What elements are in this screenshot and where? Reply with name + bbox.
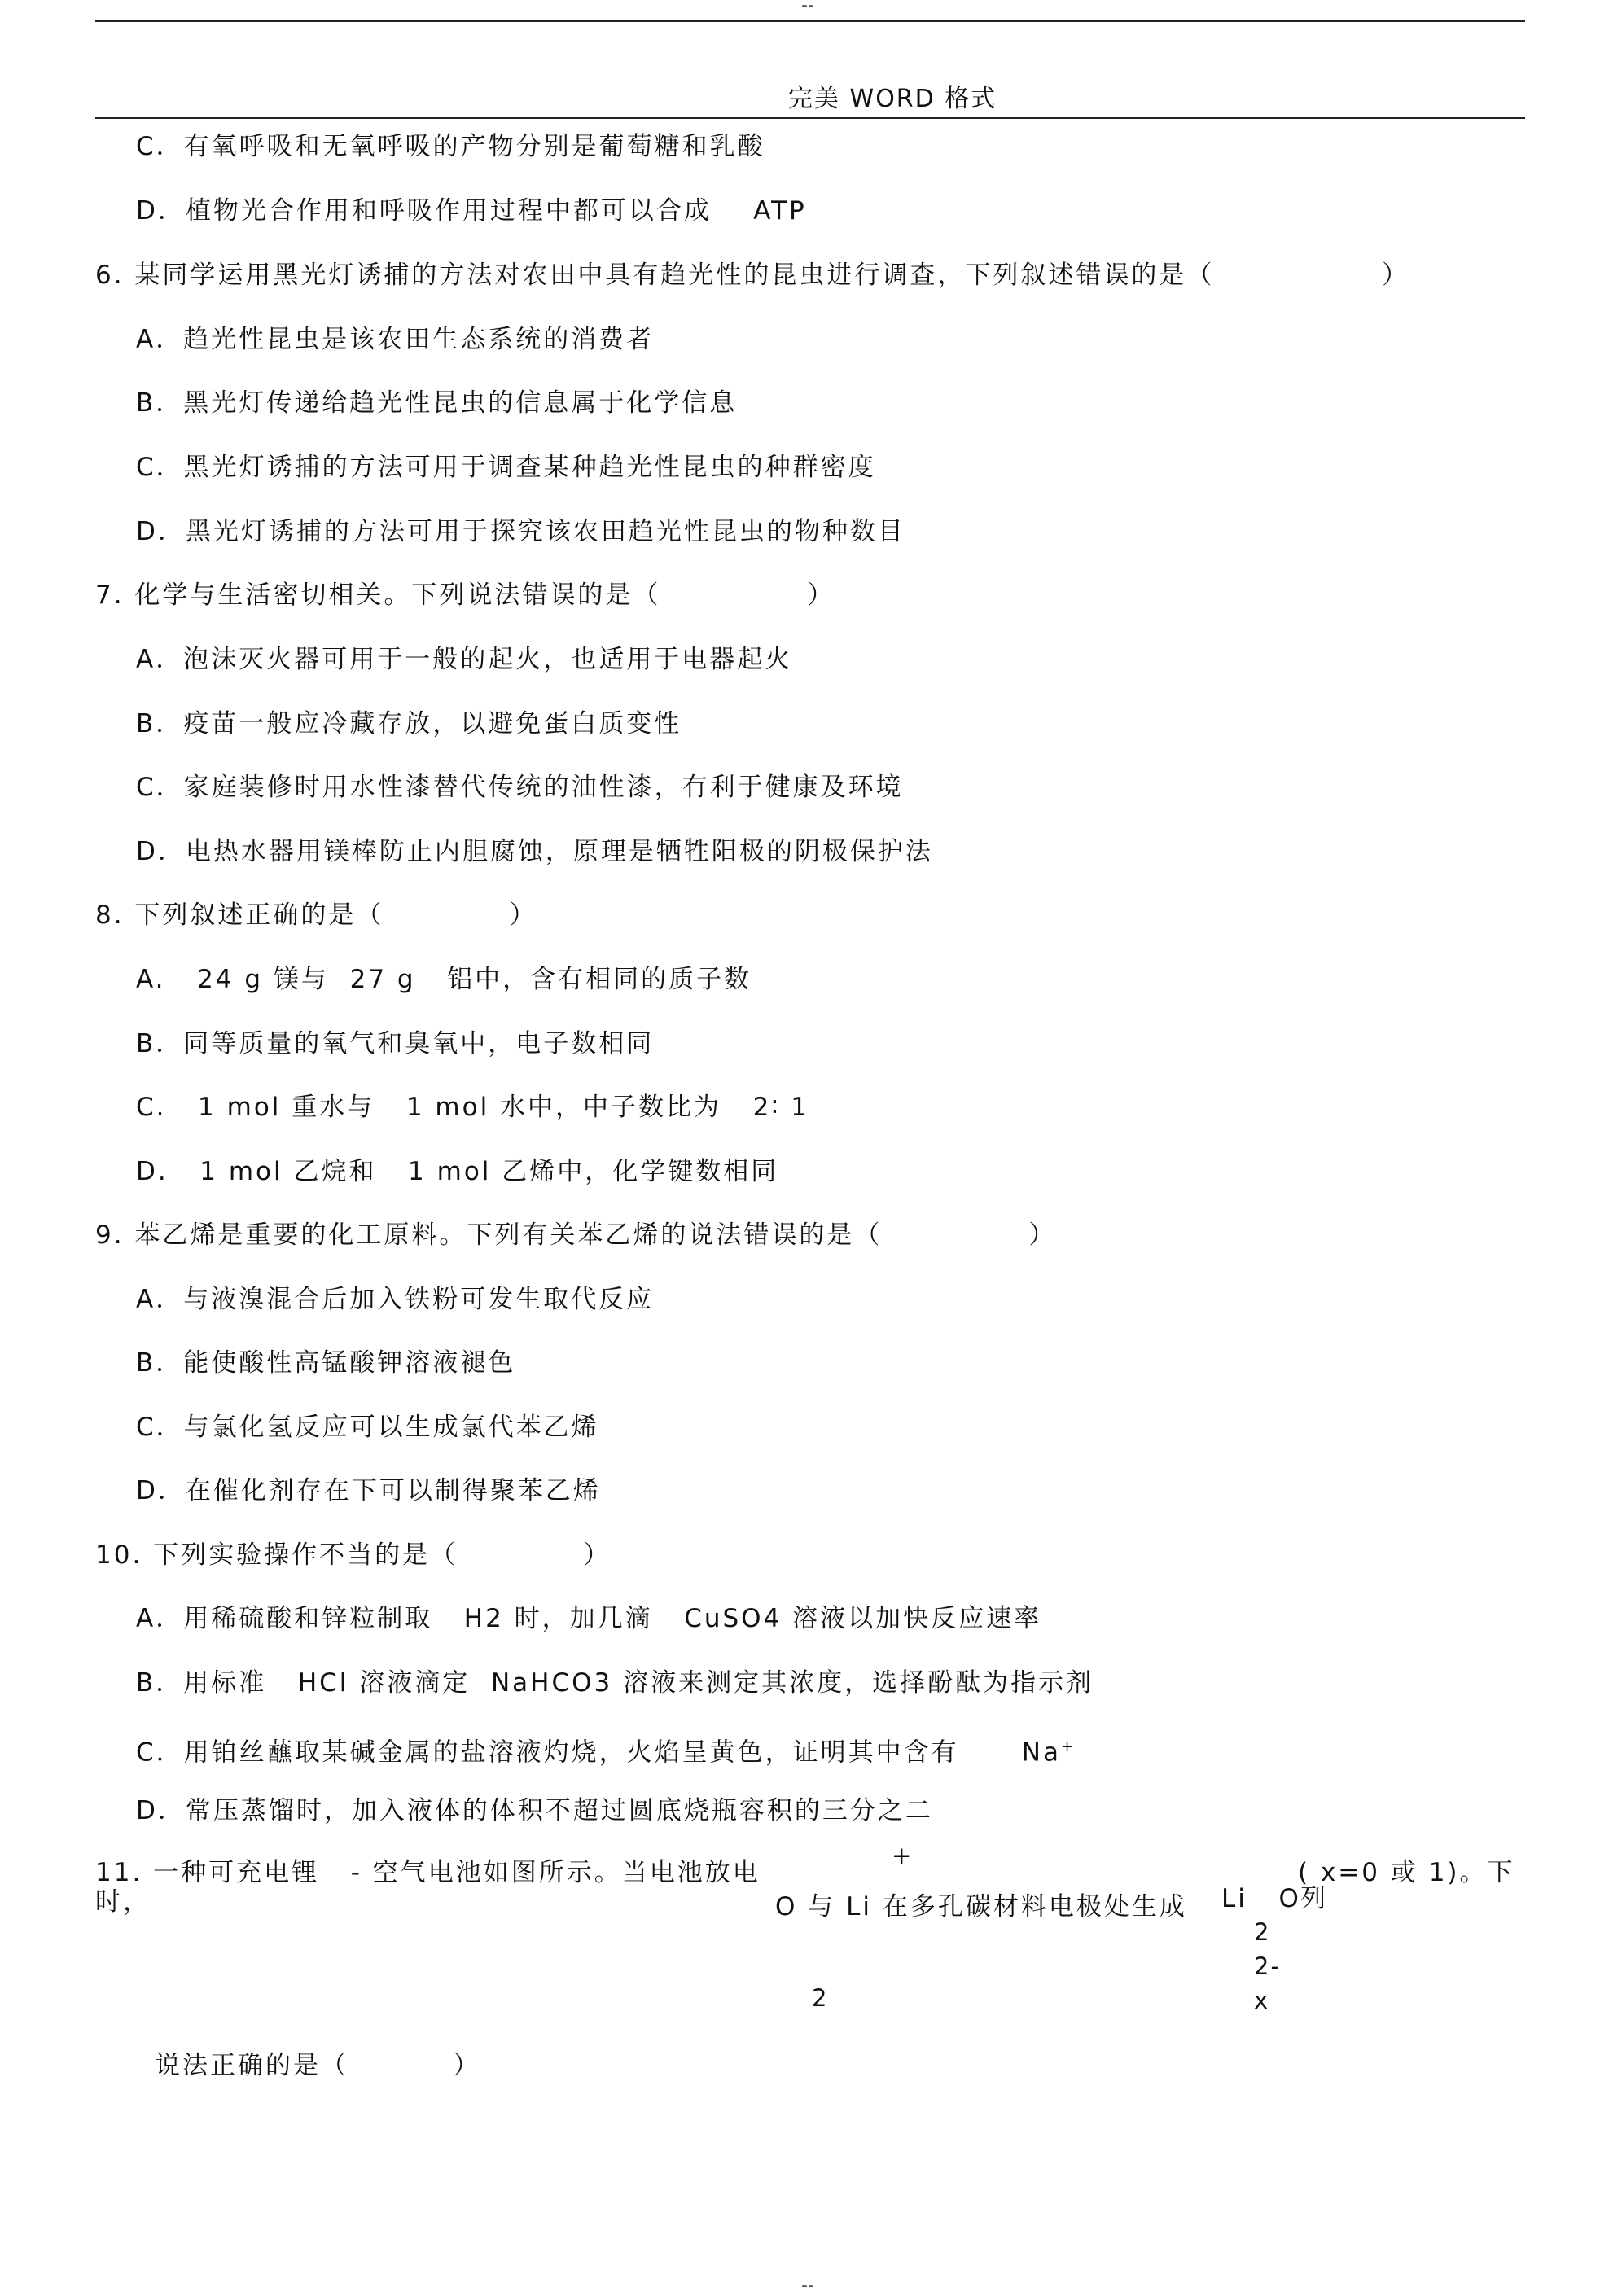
option-c-q7: C．家庭装修时用水性漆替代传统的油性漆，有利于健康及环境: [136, 773, 904, 802]
option-d-q7: D．电热水器用镁棒防止内胆腐蚀，原理是牺牲阳极的阴极保护法: [136, 837, 933, 866]
question-11-line1: 11. 一种可充电锂 - 空气电池如图所示。当电池放电: [95, 1858, 761, 1887]
option-c-q10-text: C．用铂丝蘸取某碱金属的盐溶液灼烧，火焰呈黄色，证明其中含有 Na: [136, 1737, 1061, 1768]
option-a-q10: A．用稀硫酸和锌粒制取 H2 时，加几滴 CuSO4 溶液以加快反应速率: [136, 1604, 1042, 1633]
question-8: 8. 下列叙述正确的是（ ）: [95, 900, 537, 930]
header-title: 完美 WORD 格式: [788, 85, 997, 113]
question-11-tail: 说法正确的是（ ）: [155, 2051, 481, 2080]
question-10: 10. 下列实验操作不当的是（ ）: [95, 1540, 612, 1570]
option-c-q5: C．有氧呼吸和无氧呼吸的产物分别是葡萄糖和乳酸: [136, 132, 765, 161]
option-b-q6: B．黑光灯传递给趋光性昆虫的信息属于化学信息: [136, 388, 738, 418]
option-d-q8: D. 1 mol 乙烷和 1 mol 乙烯中，化学键数相同: [136, 1157, 779, 1186]
q11-plus-sign: +: [892, 1842, 914, 1869]
option-b-q8: B．同等质量的氧气和臭氧中，电子数相同: [136, 1029, 655, 1058]
option-c-q6: C．黑光灯诱捕的方法可用于调查某种趋光性昆虫的种群密度: [136, 453, 876, 482]
option-b-q9: B．能使酸性高锰酸钾溶液褪色: [136, 1348, 516, 1378]
sodium-charge-sup: +: [1060, 1738, 1074, 1755]
option-d-q6: D．黑光灯诱捕的方法可用于探究该农田趋光性昆虫的物种数目: [136, 517, 905, 546]
option-d-q5: D．植物光合作用和呼吸作用过程中都可以合成 ATP: [136, 196, 807, 226]
q11-sub-2a: 2: [1254, 1918, 1271, 1946]
question-11-mid: O 与 Li 在多孔碳材料电极处生成: [775, 1892, 1187, 1921]
option-c-q9: C．与氯化氢反应可以生成氯代苯乙烯: [136, 1413, 599, 1442]
q11-sub-2: 2: [812, 1984, 829, 2012]
option-a-q8: A. 24 g 镁与 27 g 铝中，含有相同的质子数: [136, 965, 752, 994]
q11-sub-x: x: [1254, 1987, 1270, 2014]
option-d-q9: D．在催化剂存在下可以制得聚苯乙烯: [136, 1476, 601, 1505]
question-11-lio: Li O: [1221, 1884, 1301, 1913]
option-d-q10: D．常压蒸馏时，加入液体的体积不超过圆底烧瓶容积的三分之二: [136, 1796, 933, 1825]
question-9: 9. 苯乙烯是重要的化工原料。下列有关苯乙烯的说法错误的是（ ）: [95, 1220, 1057, 1250]
top-mark: --: [801, 0, 814, 15]
question-11-right: ( x=0 或 1)。下: [1298, 1858, 1515, 1887]
q11-sub-2b: 2-: [1254, 1952, 1281, 1980]
question-7: 7. 化学与生活密切相关。下列说法错误的是（ ）: [95, 581, 835, 610]
option-c-q10: [136, 1731, 1073, 1768]
option-b-q10: B．用标准 HCl 溶液滴定 NaHCO3 溶液来测定其浓度，选择酚酞为指示剂: [136, 1668, 1094, 1698]
header-top-rule: [95, 20, 1525, 22]
option-a-q9: A．与液溴混合后加入铁粉可发生取代反应: [136, 1285, 655, 1314]
header-bottom-rule: [95, 117, 1525, 119]
bottom-mark: --: [801, 2276, 814, 2296]
question-11-lie: 列: [1300, 1884, 1328, 1913]
option-c-q8: C. 1 mol 重水与 1 mol 水中，中子数比为 2∶ 1: [136, 1093, 809, 1122]
question-11-shi: 时，: [95, 1887, 151, 1917]
option-a-q7: A．泡沫灭火器可用于一般的起火，也适用于电器起火: [136, 645, 793, 674]
option-b-q7: B．疫苗一般应冷藏存放，以避免蛋白质变性: [136, 709, 682, 738]
option-a-q6: A．趋光性昆虫是该农田生态系统的消费者: [136, 325, 655, 354]
question-6: 6. 某同学运用黑光灯诱捕的方法对农田中具有趋光性的昆虫进行调查，下列叙述错误的是（ ）: [95, 261, 1410, 290]
